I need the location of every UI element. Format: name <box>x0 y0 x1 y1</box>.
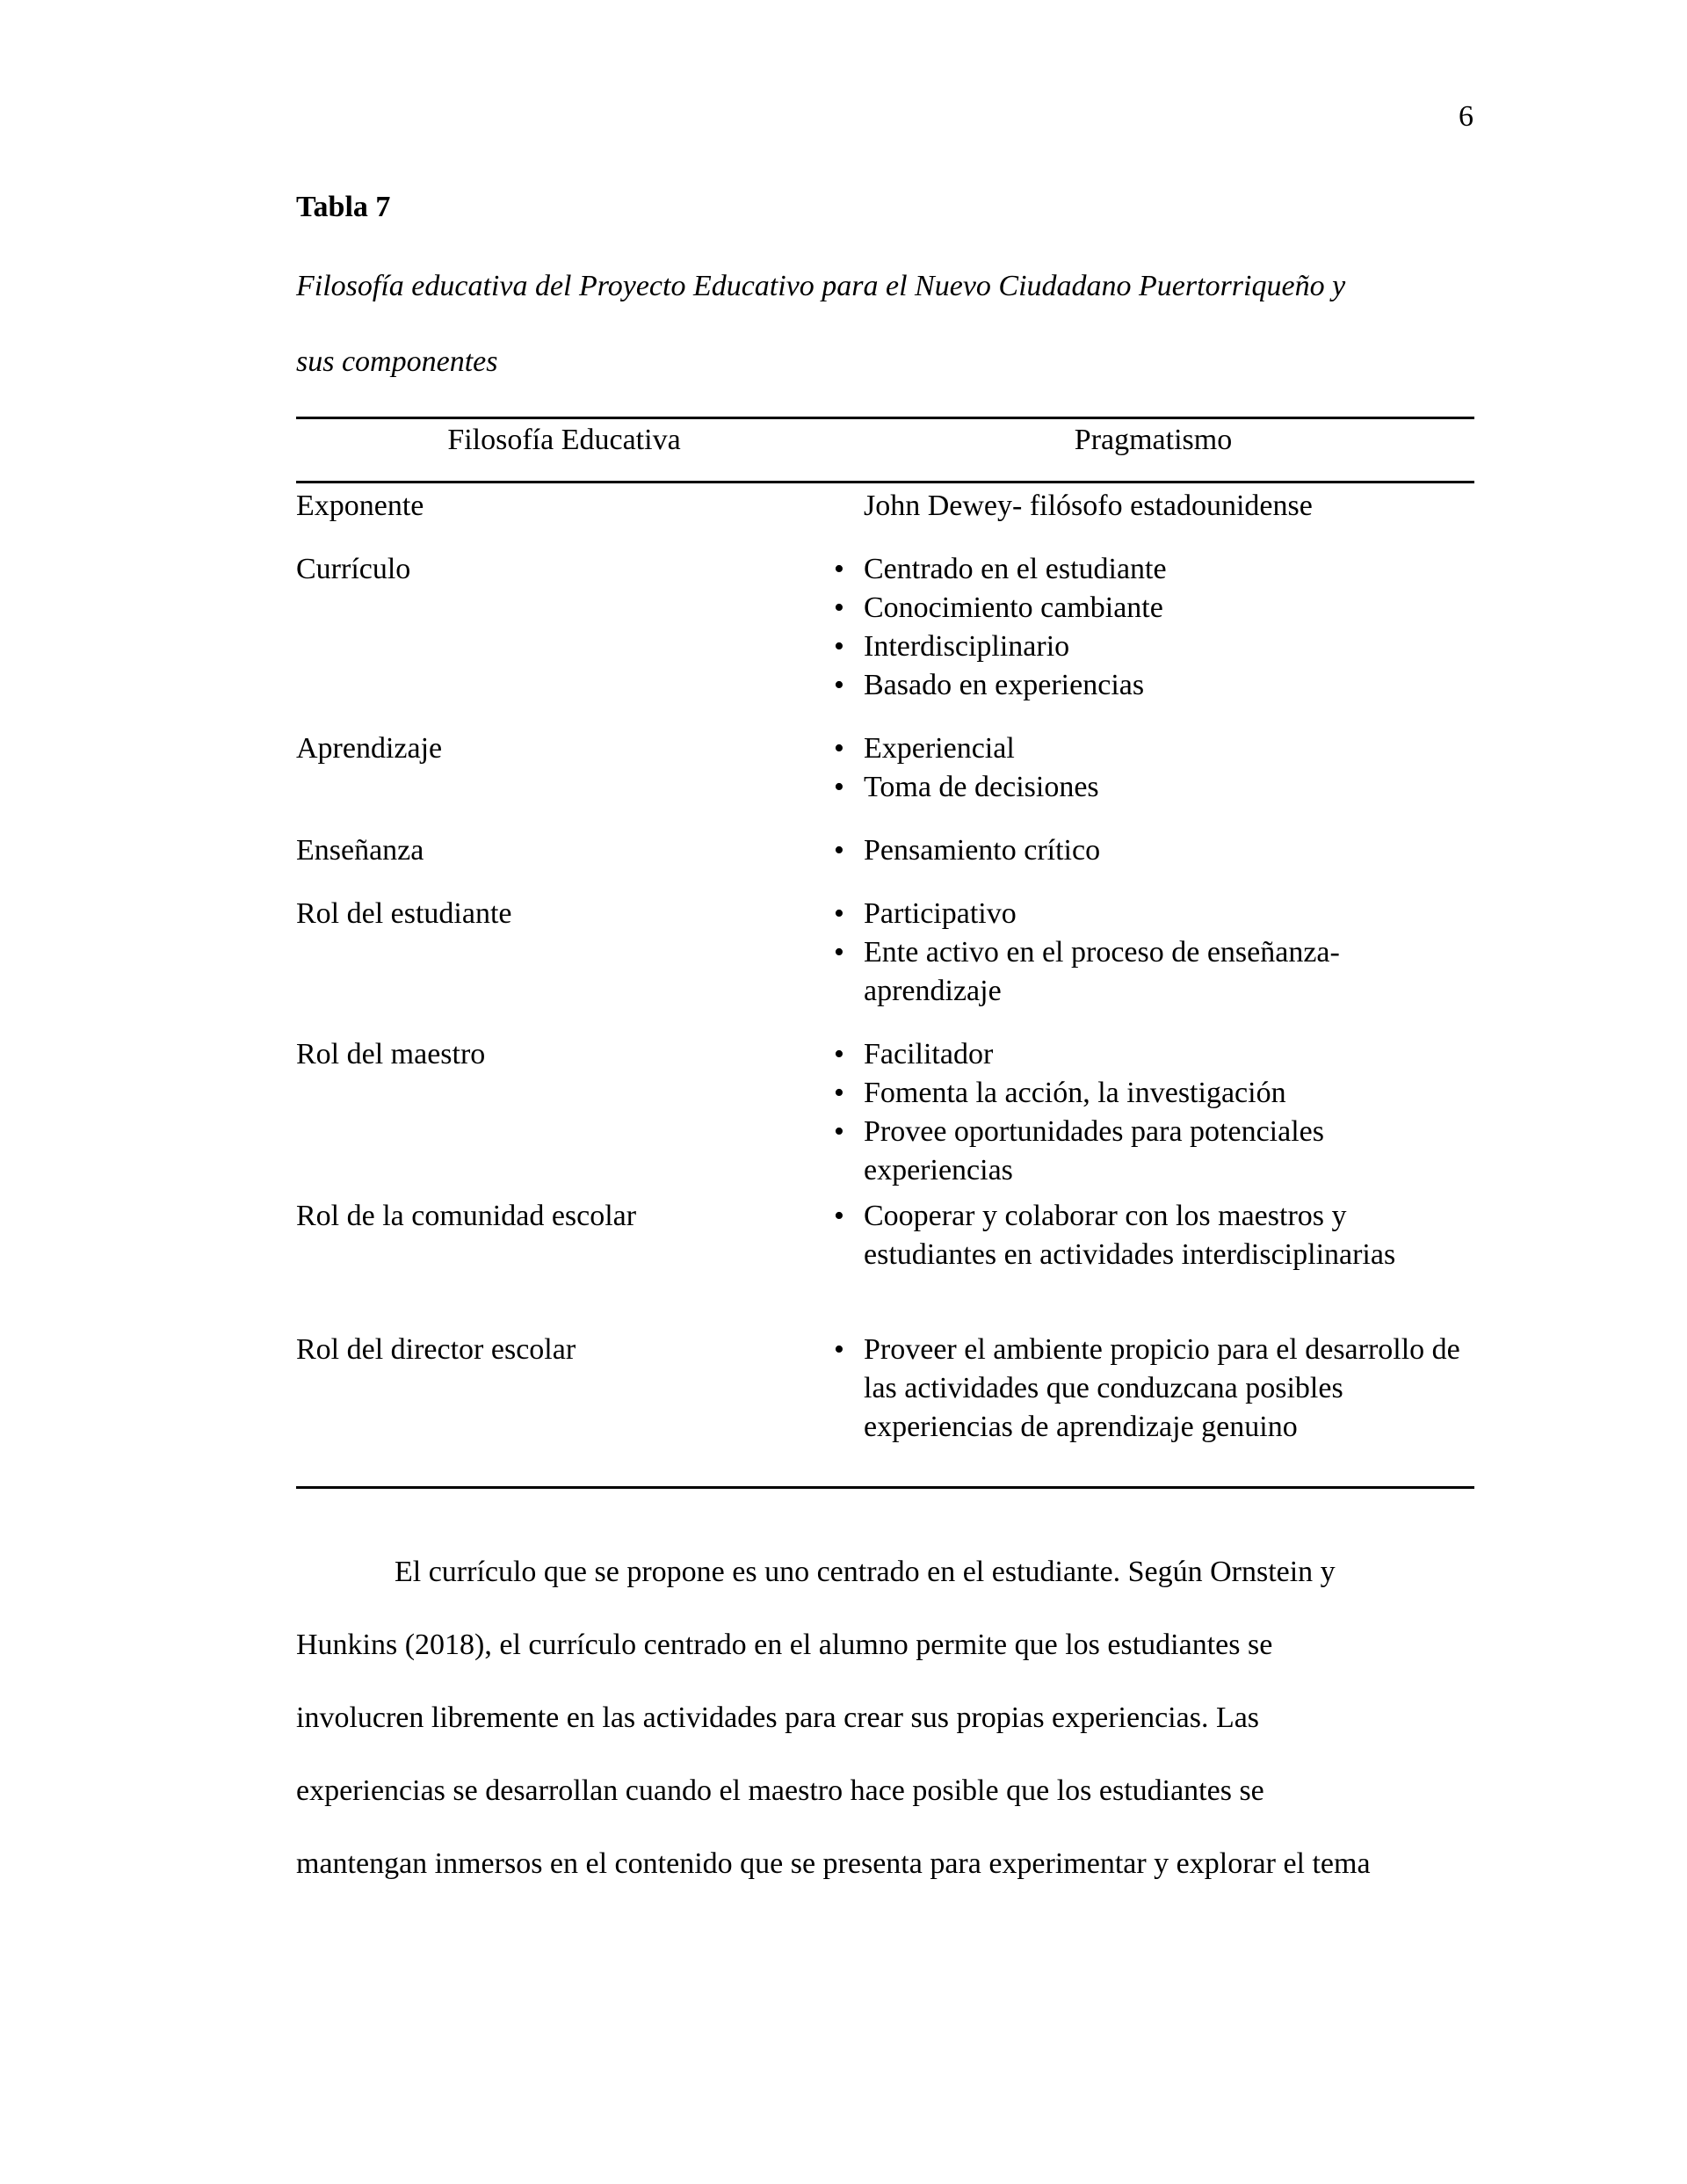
table-header-right: Pragmatismo <box>1074 424 1233 456</box>
table-header-row <box>296 419 1474 483</box>
bullet-item: • Conocimiento cambiante <box>832 589 1474 628</box>
bullet-item: • Experiencial <box>832 729 1474 768</box>
bullet-item: • Fomenta la acción, la investigación <box>832 1074 1474 1113</box>
row-value <box>832 895 1474 1011</box>
page-number: 6 <box>1459 100 1473 133</box>
body-paragraph <box>296 1535 1474 1900</box>
row-value <box>832 831 1474 870</box>
bullet-item: • Basado en experiencias <box>832 666 1474 705</box>
row-value <box>832 550 1474 705</box>
bullet-item: • Participativo <box>832 895 1474 933</box>
row-label: Exponente <box>296 490 424 522</box>
bullet-item: • Proveer el ambiente propicio para el desarrollo de las actividades que conduzcana posibles experiencias de aprendizaje genuino <box>832 1331 1474 1447</box>
row-value <box>832 1331 1474 1447</box>
table-body <box>296 483 1474 1489</box>
table-row-ensenanza <box>296 831 1474 870</box>
table-caption-line-2: sus componentes <box>296 345 498 378</box>
table-row-exponente <box>296 487 1474 526</box>
bullet-item: • Ente activo en el proceso de enseñanza-aprendizaje <box>832 933 1474 1011</box>
bullet-item: • Cooperar y colaborar con los maestros y estudiantes en actividades interdisciplinarias <box>832 1197 1474 1274</box>
table-row-curriculo <box>296 550 1474 705</box>
table-label: Tabla 7 <box>296 191 391 223</box>
row-value <box>832 729 1474 807</box>
row-label: Rol del maestro <box>296 1038 486 1070</box>
row-label: Rol del estudiante <box>296 897 512 930</box>
row-label: Rol de la comunidad escolar <box>296 1200 637 1232</box>
paragraph-line: involucren libremente en las actividades para crear sus propias experiencias. Las <box>296 1701 1260 1734</box>
bullet-item: • Centrado en el estudiante <box>832 550 1474 589</box>
bullet-item: • Interdisciplinario <box>832 628 1474 666</box>
row-value: John Dewey- filósofo estadounidense <box>864 490 1313 522</box>
row-value <box>832 1197 1474 1274</box>
bullet-item: • Facilitador <box>832 1035 1474 1074</box>
page-content <box>296 0 1474 1900</box>
paragraph-line: mantengan inmersos en el contenido que se presenta para experimentar y explorar el tema <box>296 1847 1371 1880</box>
bullet-item: • Provee oportunidades para potenciales experiencias <box>832 1113 1474 1190</box>
row-value <box>832 1035 1474 1190</box>
table-row-rol-estudiante <box>296 895 1474 1011</box>
row-label: Enseñanza <box>296 834 424 867</box>
table-header-left: Filosofía Educativa <box>447 424 681 456</box>
row-label: Aprendizaje <box>296 732 443 765</box>
philosophy-table <box>296 417 1474 1489</box>
paragraph-line: Hunkins (2018), el currículo centrado en el alumno permite que los estudiantes se <box>296 1629 1273 1661</box>
table-row-rol-maestro <box>296 1035 1474 1190</box>
table-caption-line-1: Filosofía educativa del Proyecto Educativo para el Nuevo Ciudadano Puertorriqueño y <box>296 270 1346 302</box>
row-label: Rol del director escolar <box>296 1333 576 1366</box>
table-row-rol-comunidad <box>296 1197 1474 1274</box>
paragraph-line: El currículo que se propone es uno centrado en el estudiante. Según Ornstein y <box>395 1556 1336 1588</box>
table-row-aprendizaje <box>296 729 1474 807</box>
bullet-item: • Toma de decisiones <box>832 768 1474 807</box>
paragraph-line: experiencias se desarrollan cuando el maestro hace posible que los estudiantes se <box>296 1774 1264 1807</box>
table-row-rol-director <box>296 1331 1474 1447</box>
bullet-item: • Pensamiento crítico <box>832 831 1474 870</box>
row-label: Currículo <box>296 553 411 585</box>
